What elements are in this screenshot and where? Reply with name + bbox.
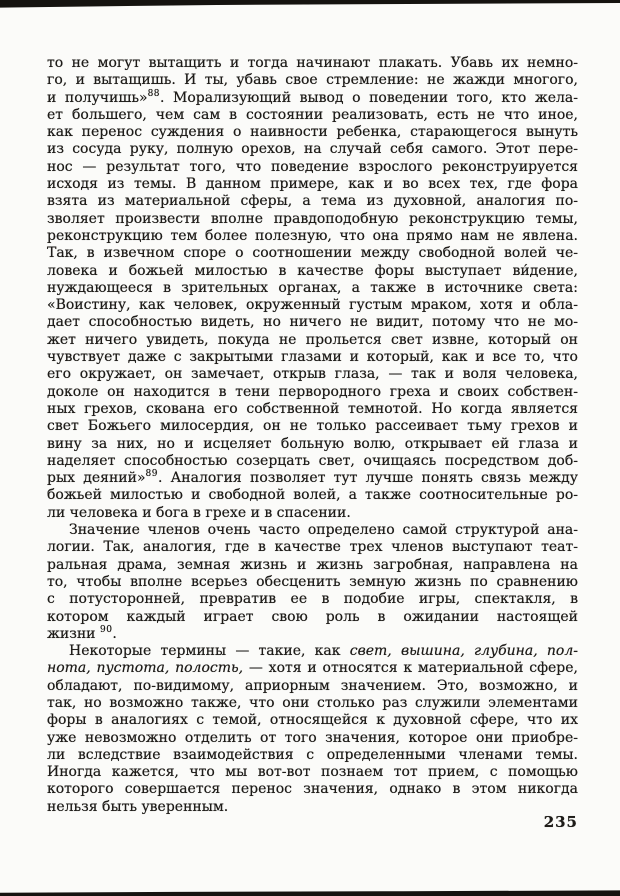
text-line: дает способностью видеть, но ничего не видит, потому что не мо- [47, 314, 578, 331]
text-line: «Воистину, как человек, окруженный густым мраком, хотя и обла- [47, 297, 578, 314]
italic-term: нота, пустота, полость, [47, 660, 244, 677]
text-line: с потусторонней, превратив ее в подобие игры, спектакля, в [47, 591, 578, 608]
text-line: уже невозможно отделить от того значения, которое они приобре- [47, 729, 578, 746]
text-line: рых деяний»$^{89}$. Аналогия позволяет тут лучше понять связь между [47, 469, 579, 487]
footnote-reference: 89 [145, 469, 158, 480]
text-line: его окружает, он замечает, открыв глаза, — так и воля человека, [47, 366, 578, 383]
footnote-reference: 90 [99, 624, 113, 635]
text-line: божьей милостью и свободной волей, а также соотносительные ро- [47, 487, 578, 504]
text-line: ловека и божьей милостью в качестве форы выступает ви́дение, [47, 262, 578, 279]
text-line: исходя из темы. В данном примере, как и во всех тех, где фора [47, 176, 578, 193]
footnote-reference: 88 [147, 88, 161, 99]
text-line: го, и вытащишь. И ты, убавь свое стремление: не жажди многого, [47, 72, 578, 89]
text-line: так, но возможно также, что они столько раз служили элементами [47, 694, 578, 711]
text-line: нота, пустота, полость, — хотя и относятся к материальной сфере, [47, 660, 579, 677]
text-line: Иногда кажется, что мы вот-вот познаем тот прием, с помощью [47, 764, 578, 781]
scan-edge-top [0, 0, 620, 8]
text-line: вину за них, но и исцеляет больную волю, открывает ей глаза и [47, 435, 578, 452]
text-line: ли вследствие взаимодействия с определенными членами темы. [47, 746, 578, 763]
text-line: нуждающееся в зрительных органах, а также в источнике света: [47, 279, 578, 296]
text-line: доколе он находится в тени первородного греха и своих собствен- [47, 383, 578, 400]
scan-edge-bottom [0, 888, 620, 896]
text-line: зволяет произвести вполне правдоподобную реконструкцию темы, [47, 210, 578, 227]
page-text [47, 55, 578, 816]
text-line: Так, в извечном споре о соотношении между свободной волей че- [47, 245, 578, 262]
text-line: ных грехов, скована его собственной темнотой. Но когда является [47, 400, 578, 417]
italic-term: свет, вышина, глубина, пол- [349, 643, 578, 660]
text-line: жет ничего увидеть, покуда не прольется свет извне, который он [47, 331, 578, 348]
text-line: форы в аналогиях с темой, относящейся к духовной сфере, что их [47, 712, 578, 729]
text-line: ли человека и бога в грехе и в спасении. [47, 504, 351, 521]
text-line: свет Божьего милосердия, он не только рассеивает тьму грехов и [47, 418, 578, 435]
text-line: наделяет способностью созерцать свет, очищаясь посредством доб- [47, 452, 578, 469]
text-line: ральная драма, земная жизнь и жизнь загробная, направлена на [47, 556, 578, 573]
text-line: то, чтобы вполне всерьез обесценить земную жизнь по сравнению [47, 573, 578, 590]
text-line: котором каждый играет свою роль в ожидании настоящей [47, 608, 578, 625]
text-line: реконструкцию тем более полезную, что она прямо нам не явлена. [47, 227, 578, 244]
text-line: как перенос суждения о наивности ребенка, старающегося вынуть [47, 124, 578, 141]
page-number: 235 [543, 813, 578, 831]
text-line: логии. Так, аналогия, где в качестве трех членов выступают теат- [47, 539, 578, 556]
text-line: взята из материальной сферы, а тема из духовной, аналогия по- [47, 193, 578, 210]
text-line: нельзя быть уверенным. [47, 798, 229, 815]
text-line: жизни $^{90}$. [47, 624, 117, 642]
text-line: которого совершается перенос значения, однако в этом никогда [47, 781, 578, 798]
text-line: ет большего, чем сам в состоянии реализовать, есть не что иное, [47, 106, 578, 123]
text-line: обладают, по-видимому, априорным значением. Это, возможно, и [47, 677, 578, 694]
text-line: и получишь»$^{88}$. Морализующий вывод о поведении того, кто жела- [47, 88, 578, 106]
text-line: из сосуда руку, полную орехов, на случай себя самого. Этот пере- [47, 141, 578, 158]
text-line: чувствует даже с закрытыми глазами и который, как и все то, что [47, 349, 578, 366]
text-line: Значение членов очень часто определено самой структурой ана- [69, 522, 578, 539]
text-line: Некоторые термины — такие, как свет, вышина, глубина, пол- [69, 643, 578, 660]
text-line: то не могут вытащить и тогда начинают плакать. Убавь их немно- [47, 55, 578, 71]
text-line: нос — результат того, что поведение взрослого реконструируется [47, 158, 578, 175]
